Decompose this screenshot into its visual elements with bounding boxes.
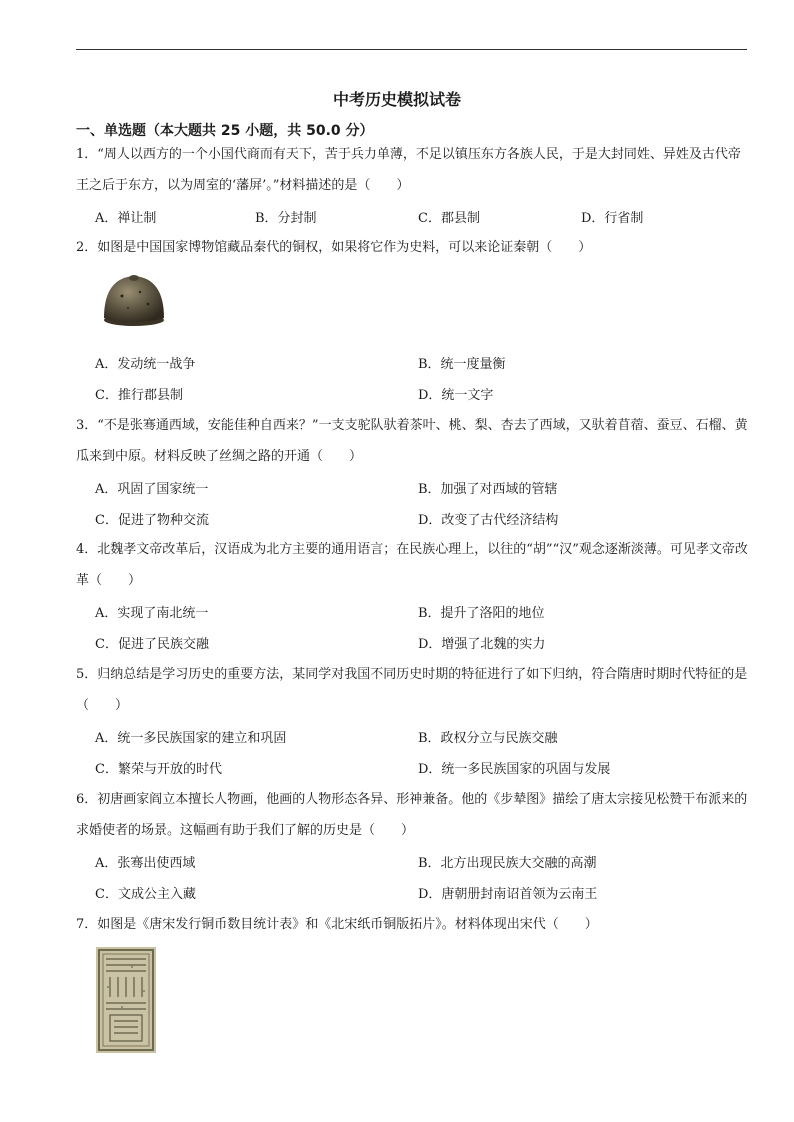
q4-option-a[interactable]: A．实现了南北统一 xyxy=(95,606,209,621)
q1-option-b[interactable]: B．分封制 xyxy=(255,211,317,226)
question-4-stem: 4．北魏孝文帝改革后，汉语成为北方主要的通用语言；在民族心理上，以往的“胡”“汉”观念逐渐淡薄。可见孝文帝改革（ ） xyxy=(76,542,748,588)
q2-option-d[interactable]: D．统一文字 xyxy=(418,388,494,403)
page-title: 中考历史模拟试卷 xyxy=(332,90,461,109)
q4-option-c[interactable]: C．促进了民族交融 xyxy=(95,637,209,652)
q1-option-c[interactable]: C．郡县制 xyxy=(418,211,480,226)
q6-option-a[interactable]: A．张骞出使西域 xyxy=(95,856,196,871)
q6-option-c[interactable]: C．文成公主入藏 xyxy=(95,887,196,902)
header-rule xyxy=(76,49,747,50)
q5-option-b[interactable]: B．政权分立与民族交融 xyxy=(418,731,558,746)
q3-option-a[interactable]: A．巩固了国家统一 xyxy=(95,482,209,497)
q2-option-b[interactable]: B．统一度量衡 xyxy=(418,357,506,372)
q6-option-d[interactable]: D．唐朝册封南诏首领为云南王 xyxy=(418,887,598,902)
q3-option-c[interactable]: C．促进了物种交流 xyxy=(95,513,209,528)
q6-option-b[interactable]: B．北方出现民族大交融的高潮 xyxy=(418,856,597,871)
q1-option-d[interactable]: D．行省制 xyxy=(581,211,644,226)
question-6-stem: 6．初唐画家阎立本擅长人物画，他画的人物形态各异、形神兼备。他的《步辇图》描绘了唐太宗接见松赞干布派来的求婚使者的场景。这幅画有助于我们了解的历史是（ ） xyxy=(76,792,748,838)
question-3-stem: 3．“不是张骞通西域，安能佳种自西来？”一支支驼队驮着茶叶、桃、梨、杏去了西域，又驮着苜蓿、蚕豆、石榴、黄瓜来到中原。材料反映了丝绸之路的开通（ ） xyxy=(76,418,748,464)
q2-option-a[interactable]: A．发动统一战争 xyxy=(95,357,196,372)
q5-option-d[interactable]: D．统一多民族国家的巩固与发展 xyxy=(418,762,611,777)
q5-option-a[interactable]: A．统一多民族国家的建立和巩固 xyxy=(95,731,287,746)
q1-option-a[interactable]: A．禅让制 xyxy=(95,211,157,226)
question-1-stem: 1．“周人以西方的一个小国代商而有天下，苦于兵力单薄，不足以镇压东方各族人民，于是大封同姓、异姓及古代帝王之后于东方，以为周室的‘藩屏’。”材料描述的是（ ） xyxy=(76,147,741,193)
question-7-stem: 7．如图是《唐宋发行铜币数目统计表》和《北宋纸币铜版拓片》。材料体现出宋代（ ） xyxy=(76,917,598,932)
q5-option-c[interactable]: C．繁荣与开放的时代 xyxy=(95,762,222,777)
q4-option-d[interactable]: D．增强了北魏的实力 xyxy=(418,637,546,652)
bronze-weight-image xyxy=(100,268,168,334)
q2-option-c[interactable]: C．推行郡县制 xyxy=(95,388,183,403)
q4-option-b[interactable]: B．提升了洛阳的地位 xyxy=(418,606,545,621)
paper-money-rubbing-image xyxy=(96,947,156,1057)
question-5-stem: 5．归纳总结是学习历史的重要方法，某同学对我国不同历史时期的特征进行了如下归纳，符合隋唐时期时代特征的是（ ） xyxy=(76,667,748,713)
q3-option-b[interactable]: B．加强了对西域的管辖 xyxy=(418,482,558,497)
section-heading: 一、单选题（本大题共 25 小题，共 50.0 分） xyxy=(76,123,374,139)
question-2-stem: 2．如图是中国国家博物馆藏品秦代的铜权，如果将它作为史料，可以来论证秦朝（ ） xyxy=(76,240,592,255)
q3-option-d[interactable]: D．改变了古代经济结构 xyxy=(418,513,559,528)
